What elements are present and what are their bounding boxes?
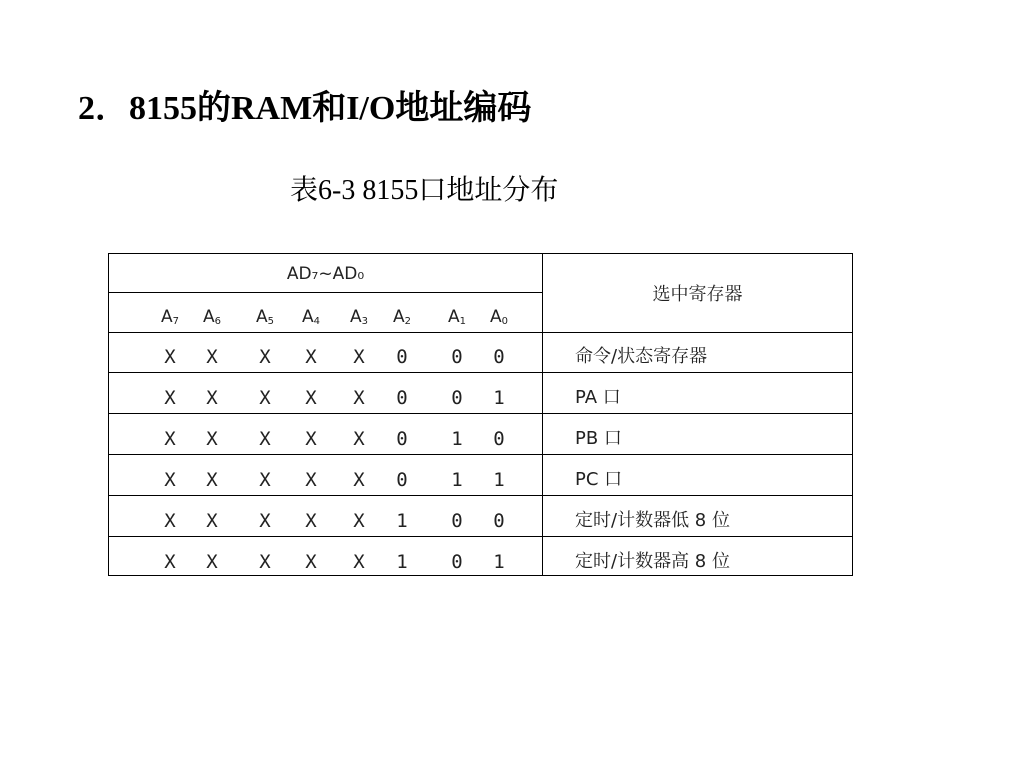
bit-value-cell: 0 — [493, 510, 505, 532]
bit-value-cell: X — [305, 469, 317, 491]
selected-register-header: 选中寄存器 — [652, 284, 743, 305]
bit-value-cell: 0 — [396, 387, 408, 409]
bit-value-cell: X — [206, 346, 218, 368]
slide-heading: 2．8155的RAM和I/O地址编码 — [78, 90, 532, 127]
bit-value-cell: X — [259, 510, 271, 532]
bit-label-base: A — [392, 307, 405, 327]
bit-label-subscript: 0 — [501, 316, 509, 327]
bit-value-cell: 0 — [451, 387, 463, 409]
bit-value-cell: X — [353, 387, 365, 409]
bit-value-cell: X — [305, 387, 317, 409]
bit-value-cell: 1 — [396, 551, 408, 573]
bit-label-a3 — [350, 309, 368, 327]
address-bits-header: AD₇~AD₀ — [286, 264, 365, 284]
bit-value-cell: X — [164, 428, 176, 450]
bit-value-cell: X — [206, 387, 218, 409]
bit-value-cell: 0 — [396, 469, 408, 491]
bit-value-cell: 1 — [493, 387, 505, 409]
row-divider — [109, 454, 852, 455]
bit-label-subscript: 6 — [214, 316, 222, 327]
address-table — [108, 253, 853, 576]
bit-value-cell: X — [305, 510, 317, 532]
bit-label-base: A — [202, 307, 215, 327]
bit-label-a0 — [490, 309, 508, 327]
bit-value-cell: X — [353, 428, 365, 450]
bit-label-subscript: 5 — [267, 316, 275, 327]
bit-value-cell: X — [164, 387, 176, 409]
bit-label-base: A — [301, 307, 314, 327]
bit-value-cell: 1 — [493, 551, 505, 573]
bit-value-cell: X — [164, 346, 176, 368]
bit-value-cell: X — [259, 346, 271, 368]
bit-value-cell: X — [353, 469, 365, 491]
bit-value-cell: X — [305, 428, 317, 450]
bit-label-subscript: 4 — [313, 316, 321, 327]
bit-label-a6 — [203, 309, 221, 327]
bit-value-cell: 0 — [451, 510, 463, 532]
bit-value-cell: X — [353, 346, 365, 368]
bit-value-cell: X — [164, 551, 176, 573]
bit-label-a2 — [393, 309, 411, 327]
register-name-cell: 定时/计数器高 8 位 — [575, 551, 730, 572]
bit-value-cell: X — [206, 469, 218, 491]
bit-value-cell: 0 — [451, 346, 463, 368]
bit-value-cell: 0 — [493, 428, 505, 450]
bit-label-base: A — [160, 307, 173, 327]
row-divider — [109, 372, 852, 373]
bit-value-cell: 1 — [396, 510, 408, 532]
bit-label-subscript: 7 — [172, 316, 180, 327]
bit-label-base: A — [489, 307, 502, 327]
bit-label-base: A — [447, 307, 460, 327]
register-name-cell: PA 口 — [575, 387, 621, 408]
bit-label-a7 — [161, 309, 179, 327]
bit-value-cell: X — [259, 469, 271, 491]
row-divider — [109, 413, 852, 414]
bit-label-base: A — [255, 307, 268, 327]
bit-value-cell: X — [305, 551, 317, 573]
row-divider — [109, 495, 852, 496]
bit-value-cell: X — [353, 551, 365, 573]
bit-value-cell: 0 — [396, 428, 408, 450]
register-name-cell: 命令/状态寄存器 — [575, 346, 708, 367]
bit-value-cell: X — [353, 510, 365, 532]
bit-value-cell: 1 — [451, 428, 463, 450]
bit-value-cell: X — [259, 387, 271, 409]
bit-value-cell: X — [305, 346, 317, 368]
bit-value-cell: X — [206, 510, 218, 532]
header-bottom-border — [109, 332, 852, 333]
bit-value-cell: 0 — [493, 346, 505, 368]
bit-value-cell: X — [259, 551, 271, 573]
register-name-cell: 定时/计数器低 8 位 — [575, 510, 730, 531]
bit-label-a1 — [448, 309, 466, 327]
register-name-cell: PB 口 — [575, 428, 622, 449]
bit-label-a4 — [302, 309, 320, 327]
bit-value-cell: X — [259, 428, 271, 450]
bit-label-subscript: 2 — [404, 316, 412, 327]
register-name-cell: PC 口 — [575, 469, 623, 490]
bit-value-cell: X — [164, 510, 176, 532]
header-divider — [109, 292, 543, 293]
bit-label-subscript: 3 — [361, 316, 369, 327]
table-caption: 表6-3 8155口地址分布 — [290, 175, 559, 206]
bit-value-cell: X — [206, 428, 218, 450]
bit-label-base: A — [349, 307, 362, 327]
bit-value-cell: 1 — [493, 469, 505, 491]
bit-value-cell: X — [164, 469, 176, 491]
bit-value-cell: 0 — [396, 346, 408, 368]
bit-value-cell: 0 — [451, 551, 463, 573]
bit-label-subscript: 1 — [459, 316, 467, 327]
row-divider — [109, 536, 852, 537]
bit-value-cell: 1 — [451, 469, 463, 491]
bit-label-a5 — [256, 309, 274, 327]
bit-value-cell: X — [206, 551, 218, 573]
